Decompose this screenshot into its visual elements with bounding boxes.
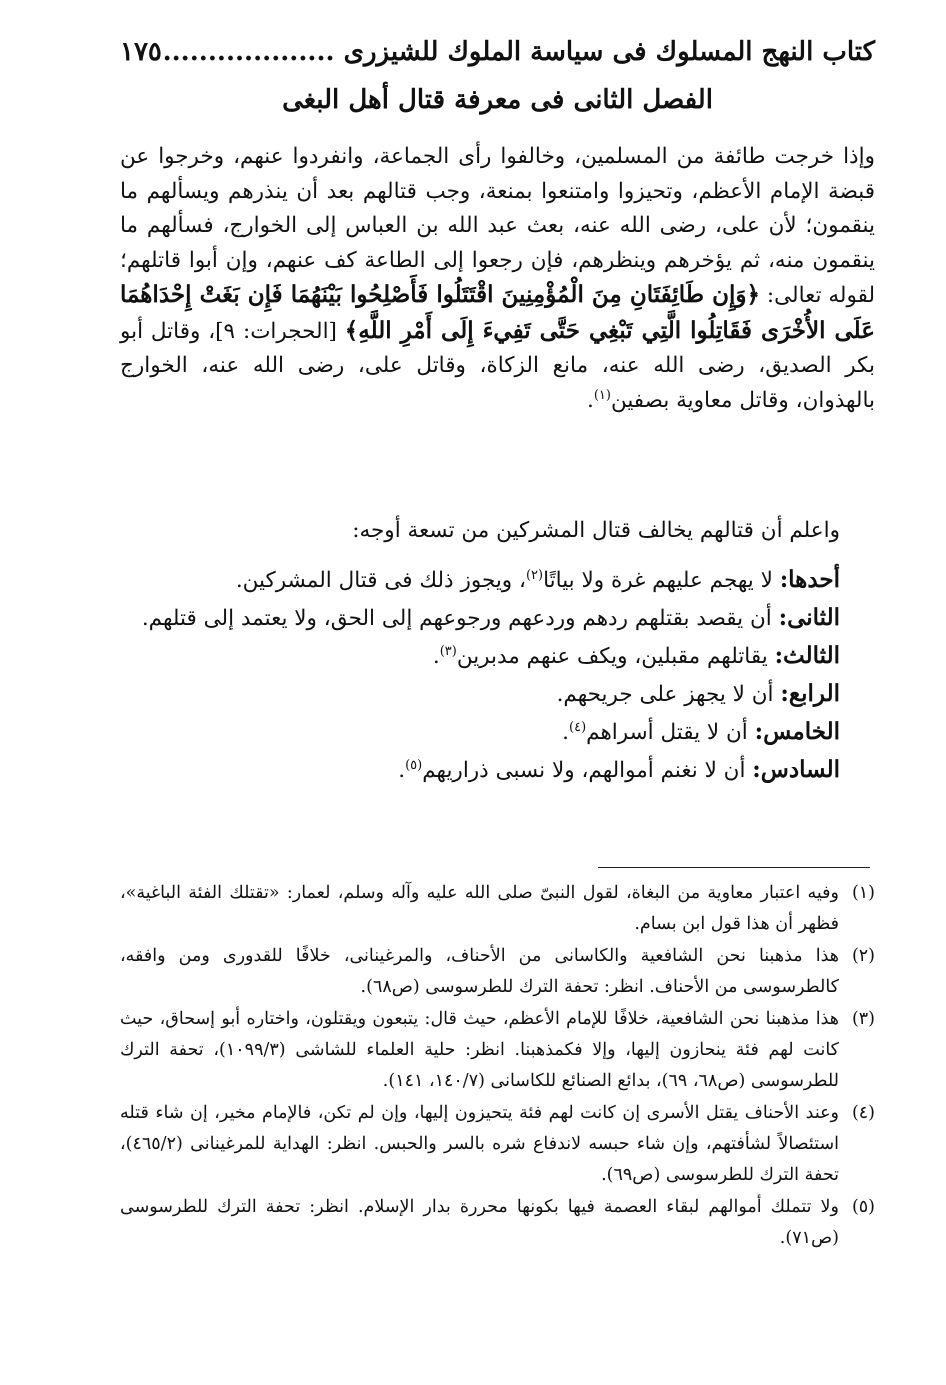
footnote-text: هذا مذهبنا نحن الشافعية والكاسانى من الأحناف، والمرغينانى، خلافًا للقدورى ومن وافقه، كالطرسوسى من الأحناف. انظر: تحفة الترك للطرسوسى (ص٦٨). [120,946,839,997]
page-number: ١٧٥ [120,37,162,67]
item-text: لا يهجم عليهم غرة ولا بياتًا [543,568,780,593]
footnote-ref[interactable]: (٢) [525,567,544,583]
item-label: أحدها: [779,566,840,593]
quran-verse: ﴿وَإِن طَائِفَتَانِ مِنَ الْمُؤْمِنِينَ اقْتَتَلُوا فَأَصْلِحُوا بَيْنَهُمَا فَإِن بَغَتْ إِحْدَاهُمَا عَلَى الأُخْرَى فَقَاتِلُوا الَّتِي تَبْغِي حَتَّى تَفِيءَ إِلَى أَمْرِ اللَّهِ﴾ [120,281,875,344]
footnote-ref[interactable]: (١) [593,387,611,403]
item-label: الثانى: [778,604,840,631]
main-paragraph [120,140,875,418]
paragraph-text: وإذا خرجت طائفة من المسلمين، وخالفوا رأى الجماعة، وانفردوا عنهم، وخرجوا عن قبضة الإمام الأعظم، وتحيزوا وامتنعوا بمنعة، وجب قتالهم بعد أن ينذرهم ويسألهم ما ينقمون؛ لأن على، رضى الله عنه، بعث عبد الله بن العباس إلى الخوارج، فسألهم ما ينقمون منه، ثم يؤخرهم وينظرهم، فإن رجعوا إلى الطاعة كف عنهم، وإن أبوا قاتلهم؛ لقوله تعالى: [120,144,875,308]
footnote-text: ولا تتملك أموالهم لبقاء العصمة فيها بكونها محررة بدار الإسلام. انظر: تحفة الترك للطرسوسى (ص٧١). [120,1197,839,1248]
footnote-text: وعند الأحناف يقتل الأسرى إن كانت لهم فئة يتحيزون إليها، وإن لم تكن، فالإمام مخير، إن شاء قتله استئصالاً لشأفتهم، وإن شاء حبسه لاندفاع شره بالسر والحبس. انظر: الهداية للمرغينانى (٤٦٥/٢)، تحفة الترك للطرسوسى (ص٦٩). [120,1103,839,1185]
running-header [120,34,875,70]
list-item [120,638,840,676]
footnote-number: (٣) [851,1009,875,1029]
footnote-number: (٤) [851,1103,875,1123]
item-text: أن لا نغنم أموالهم، ولا نسبى ذراريهم [422,758,753,783]
item-label: الثالث: [774,642,840,669]
footnote-text: هذا مذهبنا نحن الشافعية، خلافًا للإمام الأعظم، حيث قال: يتبعون ويقتلون، واختاره أبو إسحاق، حيث كانت لهم فئة ينحازون إليها، وإلا فكمذهبنا. انظر: حلية العلماء للشاشى (١٠٩٩/٣)، تحفة الترك للطرسوسى (ص٦٨، ٦٩)، بدائع الصنائع للكاسانى (١٤٠/٧، ١٤١). [120,1009,840,1091]
footnote-number: (٥) [851,1197,875,1217]
item-label: السادس: [752,756,840,783]
paragraph-end: . [586,387,594,413]
footnote [120,1004,875,1097]
footnotes [120,878,875,1255]
aspects-list [120,562,840,790]
footnote-ref[interactable]: (٥) [405,757,423,773]
footnote-number: (٢) [851,946,875,966]
item-text: أن يقصد بقتلهم ردهم وردعهم ورجوعهم إلى الحق، ولا يعتمد إلى قتلهم. [141,606,779,631]
footnote-ref[interactable]: (٣) [439,643,457,659]
item-label: الرابع: [780,680,840,707]
list-item [120,752,840,790]
footnote [120,878,875,940]
book-title: كتاب النهج المسلوك فى سياسة الملوك للشيزرى ................... [162,37,875,67]
item-text: أن لا يجهز على جريحهم. [556,682,781,707]
footnote-ref[interactable]: (٤) [569,719,587,735]
item-after: . [562,720,569,745]
item-after: . [432,644,440,669]
footnote [120,1098,875,1191]
item-after: ، ويجوز ذلك فى قتال المشركين. [235,568,526,593]
item-text: أن لا يقتل أسراهم [586,720,755,745]
list-item [120,714,840,752]
chapter-title: الفصل الثانى فى معرفة قتال أهل البغى [282,85,713,115]
list-item [120,600,840,638]
footnote-text: وفيه اعتبار معاوية من البغاة، لقول النبىّ صلى الله عليه وآله وسلم، لعمار: «تقتلك الفئة الباغية»، فظهر أن هذا قول ابن بسام. [120,883,839,934]
item-after: . [398,758,406,783]
footnote [120,941,875,1003]
list-item [120,676,840,714]
footnote [120,1192,875,1254]
list-item [120,562,840,600]
footnote-divider [598,867,870,868]
list-intro: واعلم أن قتالهم يخالف قتال المشركين من تسعة أوجه: [352,518,840,543]
paragraph-citation: [الحجرات: ٩]، وقاتل أبو بكر الصديق، رضى الله عنه، مانع الزكاة، وقاتل على، رضى الله عنه، الخوارج بالهذوان، وقاتل معاوية بصفين [120,318,875,413]
footnote-number: (١) [851,883,875,903]
item-text: يقاتلهم مقبلين، ويكف عنهم مدبرين [456,644,775,669]
item-label: الخامس: [754,718,840,745]
